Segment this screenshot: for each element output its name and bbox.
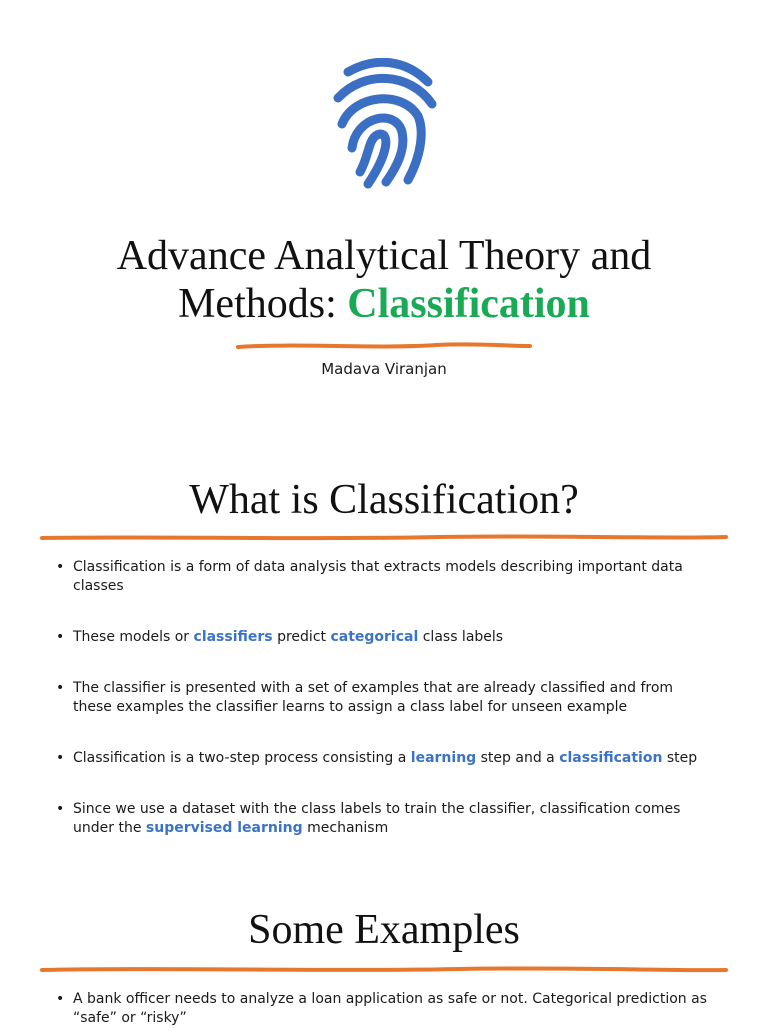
title-line-2-prefix: Methods: (178, 281, 348, 327)
bullet-marker: • (56, 680, 65, 696)
bullet-item (56, 800, 716, 838)
bullet-text: step (662, 750, 698, 766)
bullet-text: class labels (418, 629, 504, 645)
highlighted-term: classifiers (193, 629, 273, 645)
bullet-text: These models or (73, 629, 194, 645)
what-is-classification-slide (0, 452, 768, 872)
highlighted-term: learning (410, 750, 477, 766)
bullet-item (56, 990, 716, 1028)
bullet-marker: • (56, 559, 65, 575)
slide-title: What is Classification? (189, 477, 579, 523)
slide-title-underline (40, 532, 728, 544)
bullet-text: A bank officer needs to analyze a loan application as safe or not. Categorical prediction as “safe” or “risky” (73, 991, 707, 1026)
bullet-text: Classification is a form of data analysis that extracts models describing important data classes (73, 559, 683, 594)
bullet-item (56, 558, 716, 596)
some-examples-slide (0, 884, 768, 1024)
bullet-list (56, 990, 716, 1028)
highlighted-term: classification (559, 750, 663, 766)
bullet-item (56, 628, 716, 647)
slide-title: Some Examples (248, 907, 520, 953)
highlighted-term: categorical (330, 629, 419, 645)
title-line-1: Advance Analytical Theory and (116, 233, 652, 279)
title-underline-stroke (236, 340, 532, 352)
fingerprint-icon (324, 58, 444, 190)
bullet-marker: • (56, 801, 65, 817)
slide-title-underline (40, 964, 728, 976)
bullet-text: predict (272, 629, 331, 645)
bullet-text: Classification is a two-step process consisting a (73, 750, 411, 766)
title-slide (0, 0, 768, 440)
bullet-marker: • (56, 991, 65, 1007)
bullet-marker: • (56, 750, 65, 766)
bullet-item (56, 679, 716, 717)
bullet-text: Since we use a dataset with the class labels to train the classifier, classification comes under the (73, 801, 681, 836)
bullet-item (56, 749, 716, 768)
bullet-list (56, 558, 716, 870)
author-name: Madava Viranjan (321, 360, 447, 378)
bullet-text: mechanism (302, 820, 389, 836)
presentation-title (0, 232, 768, 328)
title-accent-word: Classification (347, 281, 590, 327)
bullet-text: The classifier is presented with a set of examples that are already classified and from these examples the classifier learns to assign a class label for unseen example (73, 680, 674, 715)
bullet-marker: • (56, 629, 65, 645)
highlighted-term: supervised learning (145, 820, 303, 836)
bullet-text: step and a (476, 750, 560, 766)
